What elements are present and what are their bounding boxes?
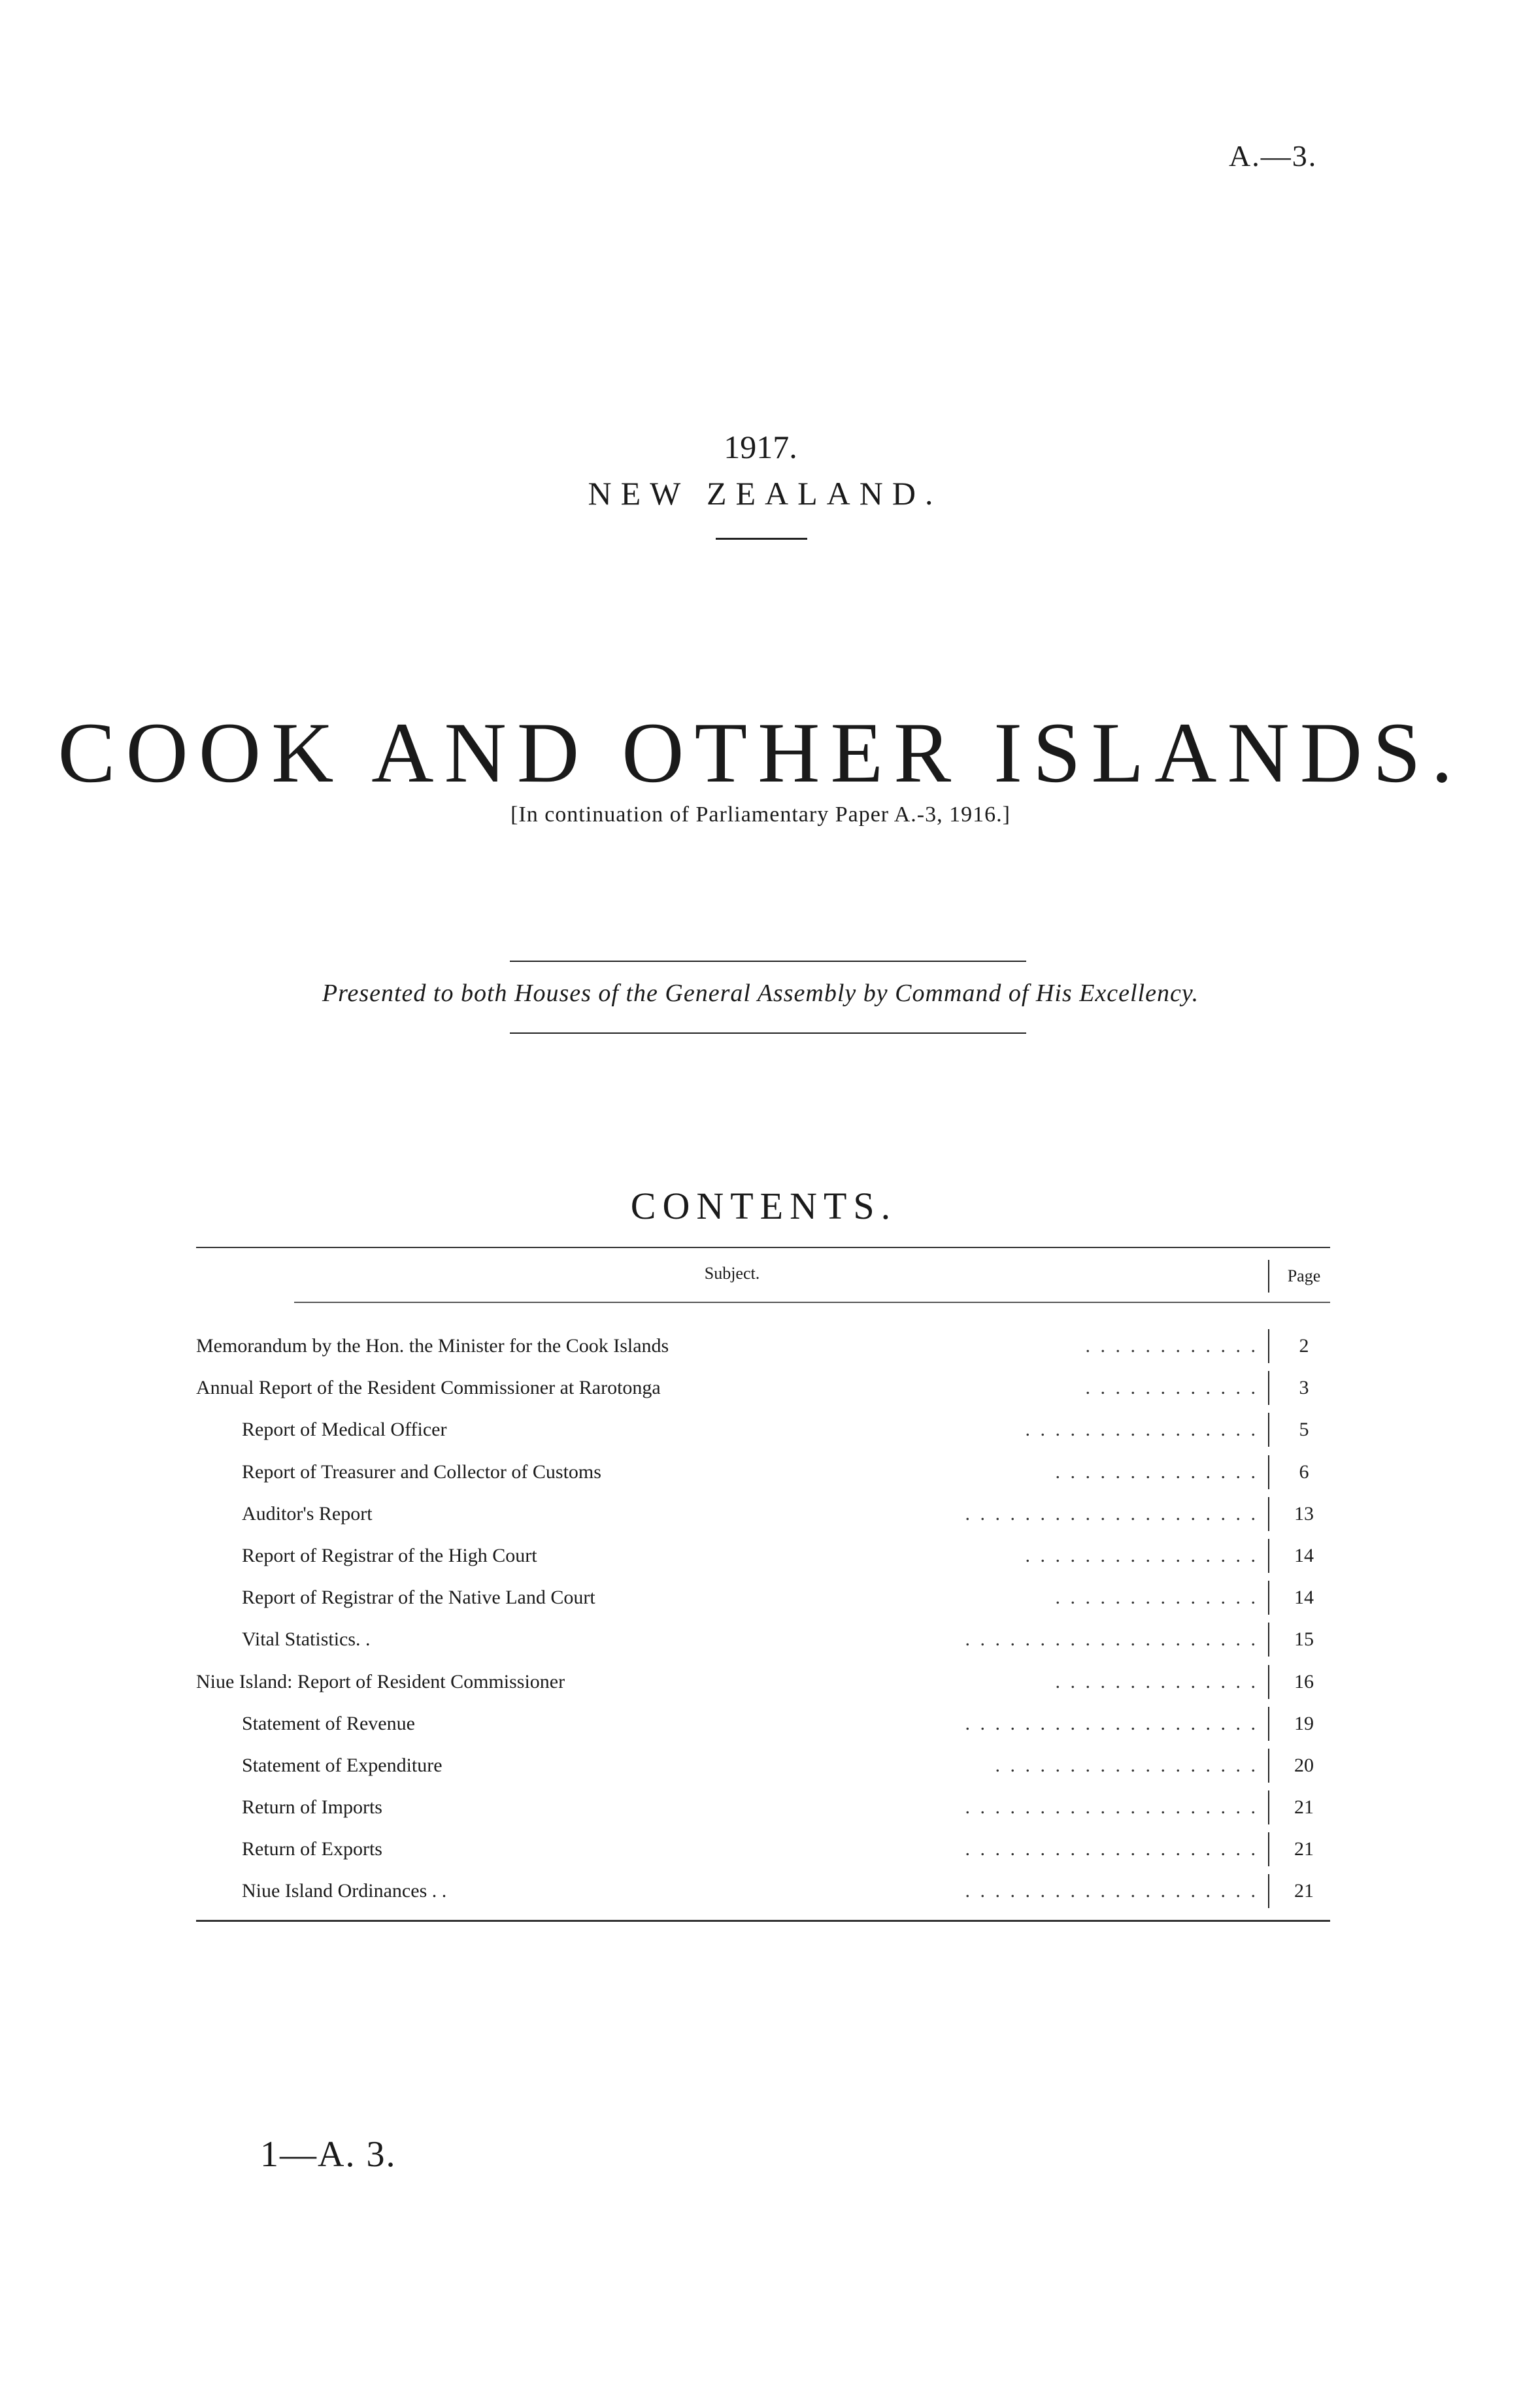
presented-top-rule (510, 961, 1026, 962)
page-column-divider (1268, 1790, 1269, 1824)
contents-row-page: 15 (1294, 1628, 1314, 1651)
footer-signature: 1—A. 3. (260, 2134, 397, 2175)
contents-header-rule (294, 1302, 1330, 1303)
page-column-divider (1268, 1329, 1269, 1363)
document-subtitle: [In continuation of Parliamentary Paper A.-3, 1916.] (510, 802, 1011, 827)
country-name: NEW ZEALAND. (588, 475, 943, 512)
contents-row-page: 21 (1294, 1796, 1314, 1819)
contents-row-subject: Statement of Expenditure (242, 1754, 443, 1776)
page-column-divider (1268, 1581, 1269, 1615)
page-column-divider (1268, 1413, 1269, 1447)
contents-bottom-rule (196, 1920, 1330, 1922)
contents-row-subject: Return of Exports (242, 1838, 382, 1860)
presented-bottom-rule (510, 1032, 1026, 1034)
contents-row-subject: Statement of Revenue (242, 1712, 415, 1734)
year: 1917. (724, 429, 797, 465)
dot-leader: . . . . . . . . . . . . . . . . . . (995, 1754, 1258, 1776)
contents-row (196, 1828, 1330, 1870)
contents-row-page: 19 (1294, 1712, 1314, 1734)
contents-row (196, 1787, 1330, 1828)
contents-row-page: 21 (1294, 1880, 1314, 1902)
contents-row-page: 14 (1294, 1544, 1314, 1566)
dot-leader: . . . . . . . . . . . . . . . . (1025, 1544, 1258, 1566)
dot-leader: . . . . . . . . . . . . . . . . . . . . (965, 1796, 1258, 1819)
dot-leader: . . . . . . . . . . . . . . (1055, 1670, 1258, 1692)
contents-row (196, 1451, 1330, 1493)
dot-leader: . . . . . . . . . . . . . . . . . . . . (965, 1502, 1258, 1525)
contents-row (196, 1493, 1330, 1535)
contents-row-subject: Memorandum by the Hon. the Minister for the Cook Islands (196, 1335, 669, 1357)
contents-row-page: 16 (1294, 1670, 1314, 1692)
page-column-divider (1268, 1832, 1269, 1866)
page-column-header: Page (1287, 1266, 1321, 1285)
contents-row-subject: Niue Island Ordinances . . (242, 1880, 447, 1902)
page-column-divider (1268, 1455, 1269, 1489)
document-reference: A.—3. (1229, 139, 1318, 173)
contents-row (196, 1325, 1330, 1367)
contents-row-subject: Report of Medical Officer (242, 1419, 447, 1441)
contents-row-subject: Vital Statistics. . (242, 1628, 371, 1651)
contents-top-rule (196, 1247, 1330, 1248)
dot-leader: . . . . . . . . . . . . . . . . . . . . (965, 1712, 1258, 1734)
dot-leader: . . . . . . . . . . . . (1085, 1377, 1258, 1399)
page-column-divider (1268, 1665, 1269, 1699)
masthead-rule (716, 538, 807, 540)
page-column-header-divider (1268, 1260, 1269, 1293)
contents-row (196, 1535, 1330, 1577)
contents-row (196, 1619, 1330, 1660)
contents-row-subject: Niue Island: Report of Resident Commissioner (196, 1670, 565, 1692)
contents-row-page: 20 (1294, 1754, 1314, 1776)
subject-column-header: Subject. (704, 1264, 760, 1283)
contents-row (196, 1577, 1330, 1619)
page-column-divider (1268, 1874, 1269, 1908)
contents-row-page: 6 (1299, 1460, 1309, 1483)
contents-row-subject: Report of Registrar of the Native Land Court (242, 1587, 595, 1609)
contents-row (196, 1870, 1330, 1912)
page-column-divider (1268, 1539, 1269, 1573)
contents-rows (196, 1325, 1330, 1913)
page-column-divider (1268, 1371, 1269, 1405)
dot-leader: . . . . . . . . . . . . . . . . . . . . (965, 1628, 1258, 1651)
contents-row (196, 1703, 1330, 1745)
contents-row-page: 3 (1299, 1377, 1309, 1399)
dot-leader: . . . . . . . . . . . . . . . . . . . . (965, 1838, 1258, 1860)
dot-leader: . . . . . . . . . . . . . . (1055, 1587, 1258, 1609)
dot-leader: . . . . . . . . . . . . (1085, 1335, 1258, 1357)
contents-row (196, 1745, 1330, 1787)
page-column-divider (1268, 1749, 1269, 1783)
dot-leader: . . . . . . . . . . . . . . (1055, 1460, 1258, 1483)
page-column-divider (1268, 1497, 1269, 1531)
contents-row-page: 14 (1294, 1587, 1314, 1609)
dot-leader: . . . . . . . . . . . . . . . . . . . . (965, 1880, 1258, 1902)
contents-row-page: 13 (1294, 1502, 1314, 1525)
contents-heading: CONTENTS. (630, 1185, 897, 1227)
contents-row-page: 2 (1299, 1335, 1309, 1357)
contents-row-page: 21 (1294, 1838, 1314, 1860)
presented-statement: Presented to both Houses of the General Assembly by Command of His Excellency. (322, 980, 1199, 1007)
page-column-divider (1268, 1623, 1269, 1657)
dot-leader: . . . . . . . . . . . . . . . . (1025, 1419, 1258, 1441)
contents-row (196, 1661, 1330, 1703)
contents-row (196, 1409, 1330, 1451)
contents-row-subject: Annual Report of the Resident Commissioner at Rarotonga (196, 1377, 661, 1399)
contents-row-page: 5 (1299, 1419, 1309, 1441)
document-title: COOK AND OTHER ISLANDS. (58, 704, 1463, 800)
contents-row-subject: Auditor's Report (242, 1502, 373, 1525)
contents-row-subject: Report of Registrar of the High Court (242, 1544, 537, 1566)
page-column-divider (1268, 1707, 1269, 1741)
contents-row-subject: Return of Imports (242, 1796, 382, 1819)
contents-row-subject: Report of Treasurer and Collector of Customs (242, 1460, 601, 1483)
contents-row (196, 1367, 1330, 1409)
